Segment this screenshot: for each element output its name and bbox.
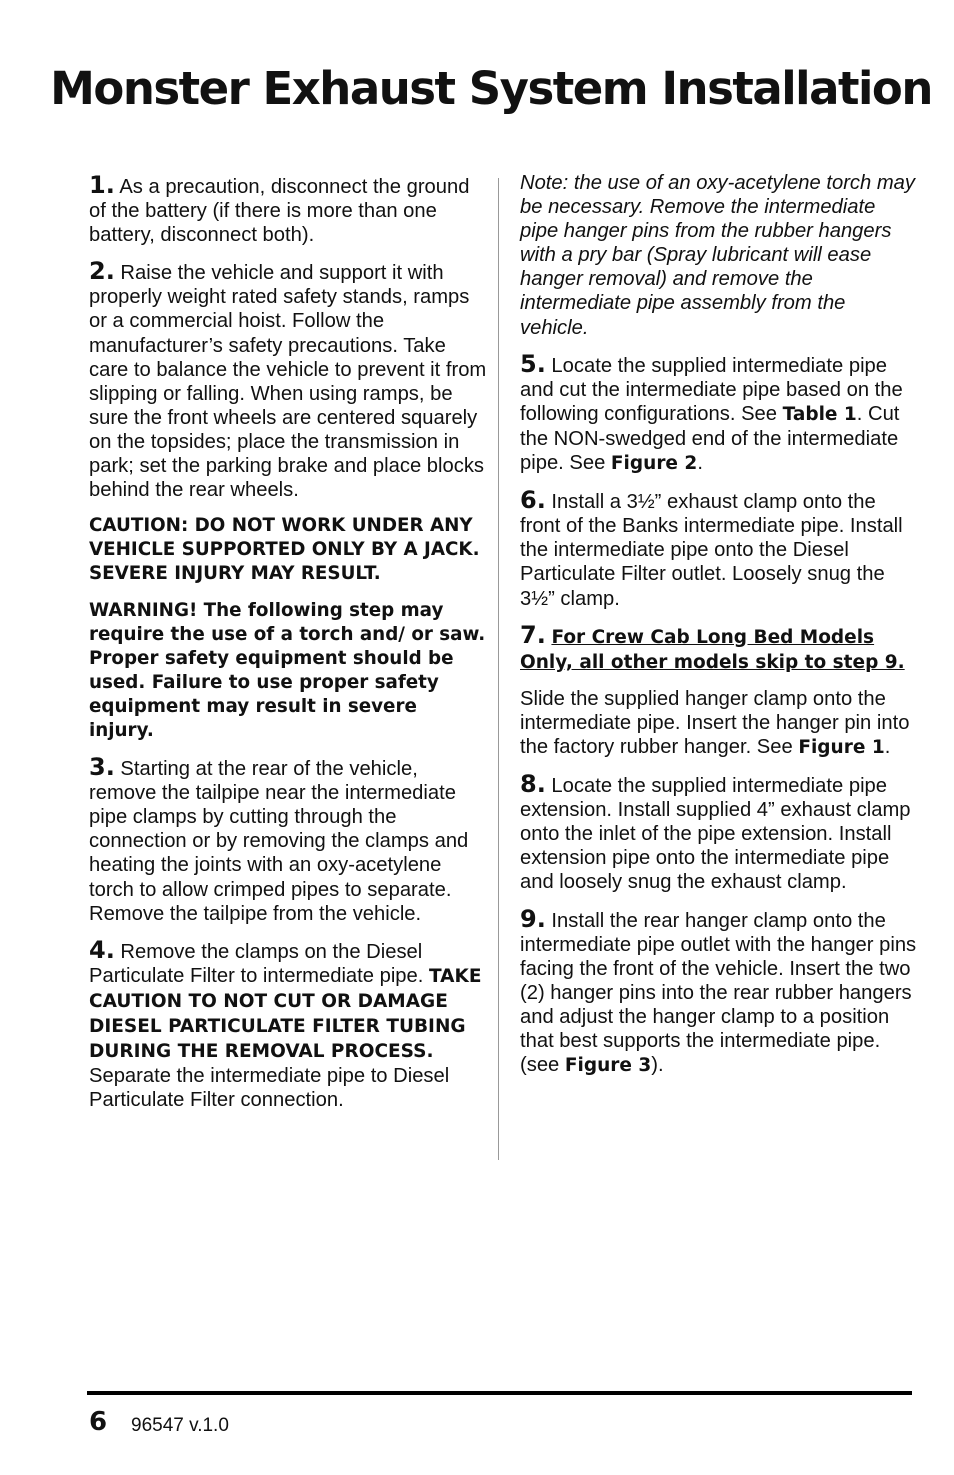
step-number: 2. (89, 257, 115, 286)
step-7 (520, 687, 918, 760)
step-9 (520, 904, 918, 1079)
step-text: . Cut the NON-swedged end of the intermediate pipe. See (520, 402, 900, 475)
figure-reference: Figure 1 (798, 736, 885, 758)
page-title: Monster Exhaust System Installation (50, 62, 932, 115)
step-number: 8. (520, 770, 546, 799)
step-number: 4. (89, 935, 115, 964)
caution-notice: CAUTION: DO NOT WORK UNDER ANY VEHICLE SUPPORTED ONLY BY A JACK. SEVERE INJURY MAY RESULT. (89, 515, 480, 585)
step-text: Slide the supplied hanger clamp onto the intermediate pipe. Insert the hanger pin into the factory rubber hanger. See (520, 687, 910, 758)
step-number: 1. (89, 171, 115, 199)
step-6 (520, 488, 918, 610)
right-column (520, 171, 918, 1090)
step-text: . (884, 735, 891, 758)
step-2 (89, 259, 487, 502)
step-number: 5. (520, 349, 546, 378)
footer-rule (87, 1391, 912, 1395)
step-1 (89, 173, 487, 247)
figure-reference: Figure 3 (564, 1055, 652, 1077)
step-text: Install a 3½” exhaust clamp onto the front of the Banks intermediate pipe. Install the intermediate pipe onto the Diesel Particulate Filter outlet. Loosely snug the 3½” clamp. (520, 491, 903, 610)
step-text: . (697, 452, 703, 475)
step-text: Starting at the rear of the vehicle, remove the tailpipe near the intermediate pipe clamps by cutting through the connection or by removing the clamps and heating the joints with an oxy-acetylene torch to allow crimped pipes to separate. Remove the tailpipe from the vehicle. (89, 758, 469, 925)
step-5 (520, 349, 918, 476)
step-number: 3. (89, 753, 115, 782)
note: Note: the use of an oxy-acetylene torch may be necessary. Remove the intermediate pipe hanger pins from the rubber hangers with a pry bar (Spray lubricant will ease hanger removal) and remove the intermediate pipe assembly from the vehicle. (520, 172, 915, 339)
figure-reference: Figure 2 (610, 453, 698, 475)
step-7-heading (520, 620, 918, 675)
step-number: 7. (520, 620, 546, 649)
step-text: As a precaution, disconnect the ground of the battery (if there is more than one battery, disconnect both). (89, 176, 470, 247)
step-text: Raise the vehicle and support it with properly weight rated safety stands, ramps or a commercial hoist. Follow the manufacturer’s safety precautions. Take care to balance the vehicle to prevent it from slipping or falling. When using ramps, be sure the front wheels are centered squarely on the topsides; place the transmission in park; set the parking brake and place blocks behind the rear wheels. (89, 262, 487, 502)
step-warning-text: TAKE CAUTION TO NOT CUT OR DAMAGE DIESEL PARTICULATE FILTER TUBING DURING THE REMOVAL PROCESS. (89, 965, 482, 1063)
step-heading: For Crew Cab Long Bed Models Only, all other models skip to step 9. (520, 626, 905, 673)
step-text: Install the rear hanger clamp onto the intermediate pipe outlet with the hanger pins facing the front of the vehicle. Insert the two (2) hanger pins into the rear rubber hangers and adjust the hanger clamp to a position that best supports the intermediate pipe. (see (520, 909, 917, 1077)
step-text: Locate the supplied intermediate pipe and cut the intermediate pipe based on the following configurations. See (520, 354, 903, 425)
document-id: 96547 v.1.0 (131, 1415, 229, 1436)
page-number: 6 (89, 1407, 108, 1437)
step-text: ). (651, 1054, 664, 1077)
step-text: Locate the supplied intermediate pipe extension. Install supplied 4” exhaust clamp onto the inlet of the pipe extension. Install extension pipe onto the intermediate pipe and loosely snug the exhaust clamp. (520, 775, 911, 894)
warning-notice: WARNING! The following step may require the use of a torch and/ or saw. Proper safety equipment should be used. Failure to use proper safety equipment may result in severe injury. (89, 599, 486, 741)
column-divider (498, 178, 499, 1160)
table-reference: Table 1 (782, 403, 857, 425)
step-number: 6. (520, 486, 546, 515)
step-4 (89, 935, 487, 1113)
left-column (89, 173, 487, 1124)
step-number: 9. (520, 904, 546, 933)
step-text: Separate the intermediate pipe to Diesel Particulate Filter connection. (89, 1065, 450, 1112)
step-8 (520, 772, 918, 894)
step-text: Remove the clamps on the Diesel Particulate Filter to intermediate pipe. (89, 940, 429, 987)
step-3 (89, 755, 487, 926)
